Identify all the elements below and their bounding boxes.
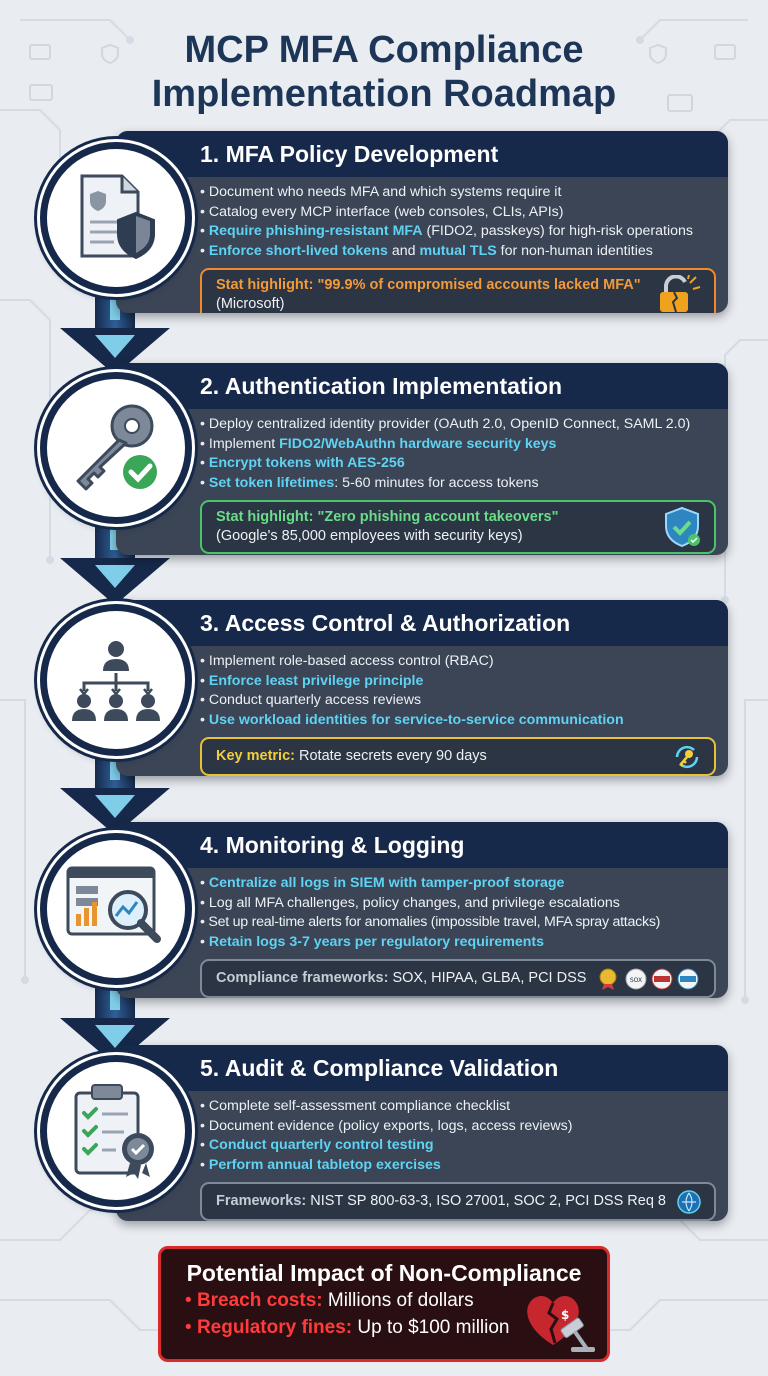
step-heading: 2. Authentication Implementation: [116, 363, 728, 409]
step-card-4: [116, 822, 728, 998]
step-icon-circle-3: [40, 604, 192, 756]
bullet-item: • Enforce short-lived tokens and mutual TLS for non-human identities: [200, 242, 716, 262]
bullet-item: • Catalog every MCP interface (web consoles, CLIs, APIs): [200, 203, 716, 223]
key-metric: [200, 737, 716, 776]
globe-badge-icon: [676, 1189, 702, 1215]
compliance-badges-icon: [598, 967, 702, 991]
compliance-frameworks: [200, 959, 716, 998]
bullet-item: • Perform annual tabletop exercises: [200, 1156, 716, 1176]
title-line-2: Implementation Roadmap: [151, 73, 617, 115]
bullet-item: • Set up real-time alerts for anomalies (impossible travel, MFA spray attacks): [200, 913, 716, 933]
stat-text: (Google's 85,000 employees with security keys): [216, 528, 523, 544]
org-hierarchy-icon: [66, 635, 166, 725]
svg-text:$: $: [561, 1308, 570, 1322]
stat-text: SOX, HIPAA, GLBA, PCI DSS: [388, 970, 587, 986]
impact-heading: Potential Impact of Non-Compliance: [186, 1260, 582, 1286]
bullet-item: • Implement role-based access control (RBAC): [200, 652, 716, 672]
stat-label: Stat highlight: "Zero phishing account takeovers": [216, 509, 559, 525]
stat-label: Key metric:: [216, 748, 295, 764]
title-line-1: MCP MFA Compliance: [184, 29, 584, 71]
step-icon-circle-4: [40, 833, 192, 985]
bullet-item: • Retain logs 3-7 years per regulatory requirements: [200, 933, 716, 953]
key-check-icon: [64, 396, 168, 500]
clipboard-checklist-icon: [68, 1081, 164, 1181]
impact-item: • Regulatory fines: Up to $100 million: [185, 1317, 510, 1338]
step-icon-circle-5: [40, 1055, 192, 1207]
bullet-item: • Deploy centralized identity provider (OAuth 2.0, OpenID Connect, SAML 2.0): [200, 415, 716, 435]
bullet-item: • Complete self-assessment compliance checklist: [200, 1097, 716, 1117]
broken-lock-icon: [654, 275, 702, 313]
policy-document-shield-icon: [68, 170, 164, 266]
page-title: [0, 28, 768, 116]
bullet-item: • Conduct quarterly access reviews: [200, 691, 716, 711]
stat-text: NIST SP 800-63-3, ISO 27001, SOC 2, PCI DSS Req 8: [306, 1193, 666, 1209]
bullet-item: • Document who needs MFA and which systems require it: [200, 183, 716, 203]
step-icon-circle-1: [40, 142, 192, 294]
step-card-1: [116, 131, 728, 313]
stat-label: Stat highlight: "99.9% of compromised accounts lacked MFA": [216, 277, 641, 293]
step-heading: 3. Access Control & Authorization: [116, 600, 728, 646]
bullet-item: • Set token lifetimes: 5-60 minutes for access tokens: [200, 474, 716, 494]
broken-heart-gavel-icon: [521, 1285, 597, 1353]
bullet-item: • Enforce least privilege principle: [200, 672, 716, 692]
key-rotate-icon: [672, 742, 702, 772]
non-compliance-impact: [158, 1246, 610, 1362]
dashboard-magnifier-icon: [64, 862, 168, 956]
stat-text: Rotate secrets every 90 days: [294, 748, 487, 764]
stat-label: Compliance frameworks:: [216, 970, 389, 986]
stat-text: (Microsoft): [216, 296, 285, 312]
stat-highlight: [200, 268, 716, 313]
frameworks: [200, 1182, 716, 1221]
step-card-3: [116, 600, 728, 776]
step-card-2: [116, 363, 728, 555]
stat-highlight: [200, 500, 716, 554]
bullet-item: • Centralize all logs in SIEM with tamper-proof storage: [200, 874, 716, 894]
stat-label: Frameworks:: [216, 1193, 307, 1209]
step-card-5: [116, 1045, 728, 1221]
bullet-item: • Conduct quarterly control testing: [200, 1136, 716, 1156]
bullet-item: • Implement FIDO2/WebAuthn hardware security keys: [200, 435, 716, 455]
step-heading: 1. MFA Policy Development: [116, 131, 728, 177]
impact-item: • Breach costs: Millions of dollars: [185, 1290, 474, 1311]
bullet-item: • Require phishing-resistant MFA (FIDO2, passkeys) for high-risk operations: [200, 222, 716, 242]
step-icon-circle-2: [40, 372, 192, 524]
bullet-item: • Use workload identities for service-to-service communication: [200, 711, 716, 731]
bullet-item: • Encrypt tokens with AES-256: [200, 454, 716, 474]
bullet-item: • Log all MFA challenges, policy changes, and privilege escalations: [200, 894, 716, 914]
step-heading: 5. Audit & Compliance Validation: [116, 1045, 728, 1091]
svg-text:SOX: SOX: [629, 976, 643, 984]
step-heading: 4. Monitoring & Logging: [116, 822, 728, 868]
shield-check-icon: [662, 506, 702, 548]
bullet-item: • Document evidence (policy exports, logs, access reviews): [200, 1117, 716, 1137]
